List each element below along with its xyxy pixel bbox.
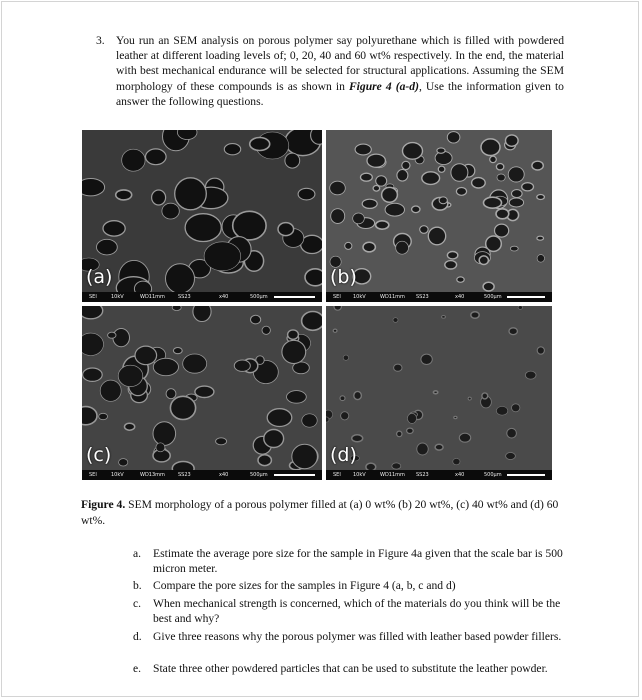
sem-bar-sei: SEI [333,294,341,300]
sem-bar-ss: SS23 [416,472,429,478]
sem-panel-b [326,130,552,302]
scale-bar-line [507,474,545,476]
figure-reference: Figure 4 (a-d) [348,79,419,93]
subquestion-marker: a. [133,547,142,560]
sem-info-bar [326,470,552,480]
sem-panel-d [326,306,552,480]
subquestion-text: When mechanical strength is concerned, which of the materials do you think will be the best and why? [153,597,561,626]
sem-bar-kv: 10kV [353,294,366,300]
panel-letter: (b) [330,266,357,288]
subquestion-e [133,661,563,676]
figure-caption-text: SEM morphology of a porous polymer filled at (a) 0 wt% (b) 20 wt%, (c) 40 wt% and (d) 60 wt%. [81,498,559,527]
scale-bar-line [507,296,545,298]
sem-micrograph [326,306,552,470]
panel-letter: (a) [86,266,113,288]
sem-info-bar [82,292,322,302]
sem-bar-wd: WD13mm [140,472,165,478]
subquestion-marker: c. [133,597,142,610]
subquestion-text: Compare the pore sizes for the samples in Figure 4 (a, b, c and d) [153,579,456,592]
sem-bar-ss: SS23 [416,294,429,300]
sem-bar-kv: 10kV [111,472,124,478]
sem-bar-scale: 500μm [250,472,268,478]
sem-micrograph [326,130,552,292]
sem-bar-mag: x40 [455,294,465,300]
sem-panel-a [82,130,322,302]
question-number: 3. [96,34,105,47]
sem-micrograph [82,130,322,292]
sem-bar-mag: x40 [219,294,229,300]
sem-panel-c [82,306,322,480]
subquestion-b [133,578,563,593]
sem-bar-kv: 10kV [111,294,124,300]
sem-micrograph [82,306,322,470]
subquestion-a [133,546,563,576]
panel-letter: (d) [330,444,357,466]
subquestion-text: State three other powdered particles that can be used to substitute the leather powder. [153,662,548,675]
subquestion-marker: e. [133,662,142,675]
figure-caption [81,497,566,529]
sem-bar-mag: x40 [219,472,229,478]
subquestion-marker: b. [133,579,142,592]
sem-bar-mag: x40 [455,472,465,478]
sem-bar-ss: SS23 [178,472,191,478]
sem-bar-sei: SEI [333,472,341,478]
sem-bar-ss: SS23 [178,294,191,300]
subquestion-d [133,629,563,644]
sem-info-bar [326,292,552,302]
sem-bar-wd: WD11mm [380,472,405,478]
question-text-part1: You run an SEM analysis on porous polymer say polyurethane which is filled with powdered leather at different loading levels of; 0, 20, 40 and 60 wt% respectively. In the end, the material with best mechanical endurance will be selected for structural applications. Assuming the SEM morphology of these compounds is as shown in [116,34,564,93]
sem-bar-sei: SEI [89,294,97,300]
subquestion-c [133,596,563,626]
sem-bar-scale: 500μm [484,294,502,300]
scale-bar-line [274,474,315,476]
question-text [116,33,564,109]
sem-bar-scale: 500μm [484,472,502,478]
sem-bar-wd: WD11mm [380,294,405,300]
question-text-part2: , Use the information given to answer the following questions. [116,79,564,108]
figure-label: Figure 4. [81,498,126,511]
scale-bar-line [274,296,315,298]
subquestion-marker: d. [133,630,142,643]
question-3 [96,33,564,109]
sem-bar-kv: 10kV [353,472,366,478]
sem-info-bar [82,470,322,480]
sem-bar-scale: 500μm [250,294,268,300]
panel-letter: (c) [86,444,112,466]
subquestion-text: Give three reasons why the porous polymer was filled with leather based powder fillers. [153,630,562,643]
subquestion-text: Estimate the average pore size for the sample in Figure 4a given that the scale bar is 500 micron meter. [153,547,563,576]
sem-bar-wd: WD11mm [140,294,165,300]
sem-bar-sei: SEI [89,472,97,478]
